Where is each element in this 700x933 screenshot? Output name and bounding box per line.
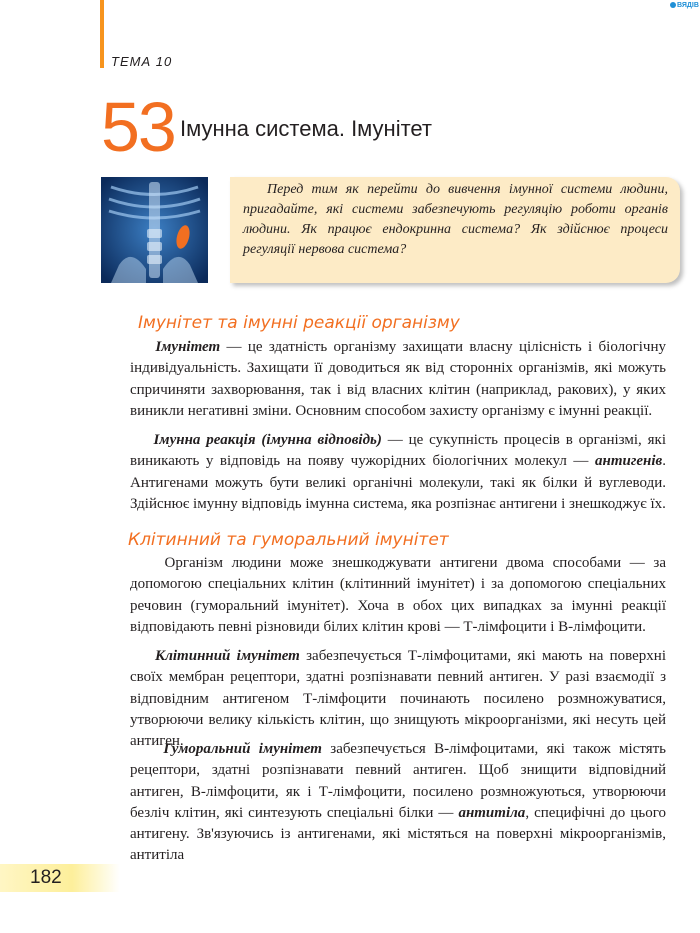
page-number: 182 bbox=[0, 864, 120, 892]
term-antigens: антигенів bbox=[595, 453, 663, 470]
paragraph-cellular-immunity bbox=[130, 646, 666, 752]
term-antibodies: антитіла bbox=[458, 804, 526, 821]
section-title-cellular-humoral: Клітинний та гуморальний імунітет bbox=[128, 530, 449, 550]
term-humoral-immunity: Гуморальний імунітет bbox=[163, 741, 322, 757]
lesson-number: 53 bbox=[101, 88, 175, 166]
paragraph-text: Організм людини може знешкоджувати антигени двома способами — за допомогою спеціальних клітин (клітинний імунітет) і за допомогою спеціальних речовин (гуморальний імунітет). Хоча в обох цих випадках за імунні реакції відповідають певні різновиди білих клітин крові — Т-лімфоцити і В-лімфоцити. bbox=[130, 555, 666, 635]
xray-illustration bbox=[101, 177, 208, 283]
paragraph-text: забезпечується В-лімфоцитами, які також містять рецептори, здатні розпізнавати певний антиген. Щоб знищити відповідний антиген, В-лімфоцити, як і Т-лімфоцити, посилено розмножуються, утворюючи безліч клітин, які синтезують спеціальні білки — bbox=[130, 741, 667, 821]
publisher-logo: ВЯДІВ bbox=[670, 2, 699, 9]
intro-question: Перед тим як перейти до вивчення імунної системи людини, пригадайте, які системи забезпечують регуляцію роботи органів людини. Як працює ендокринна система? Як здійснює процеси регуляції нервова система? bbox=[243, 182, 668, 257]
term-cellular-immunity: Клітинний імунітет bbox=[155, 648, 300, 664]
section-title-immunity: Імунітет та імунні реакції організму bbox=[138, 313, 460, 333]
term-immune-reaction: Імунна реакція (імунна відповідь) bbox=[153, 432, 382, 448]
paragraph-text: — це сукупність процесів в організмі, які виникають у відповідь на появу чужорідних біологічних молекул — bbox=[130, 432, 666, 470]
topic-accent-bar bbox=[100, 0, 104, 68]
paragraph-humoral-immunity bbox=[130, 739, 666, 867]
paragraph-immune-reaction bbox=[130, 430, 666, 515]
paragraph-text: , специфічні до цього антигену. Зв'язуючись із антигенами, які містяться на поверхні мікроорганізмів, антитіла bbox=[130, 804, 666, 864]
paragraph-text: забезпечується Т-лімфоцитами, які мають на поверхні своїх мембран рецептори, здатні розпізнавати певний антиген. У разі взаємодії з відповідним антигеном Т-лімфоцити починають посилено розмножуватися, утворюючи велику кількість клітин, що знищують мікроорганізми, які несуть цей антиген. bbox=[130, 648, 667, 750]
topic-label: ТЕМА 10 bbox=[111, 54, 173, 69]
paragraph-immunity bbox=[130, 337, 666, 422]
paragraph-two-ways bbox=[130, 553, 666, 638]
paragraph-text: . Антигенами можуть бути великі органічні молекули, такі як білки й вуглеводи. Здійснює імунну відповідь імунна система, яка розпізнає антигени і знешкоджує їх. bbox=[130, 453, 666, 512]
lesson-title: Імунна система. Імунітет bbox=[180, 116, 433, 141]
paragraph-text: — це здатність організму захищати власну цілісність і біологічну індивідуальність. Захищати її доводиться як від сторонніх організмів, які можуть спричиняти захворювання, так і від власних клітин (наприклад, ракових), у яких виникли негативні зміни. Основним способом захисту організму є імунні реакції. bbox=[130, 339, 666, 419]
term-immunity: Імунітет bbox=[155, 339, 221, 355]
